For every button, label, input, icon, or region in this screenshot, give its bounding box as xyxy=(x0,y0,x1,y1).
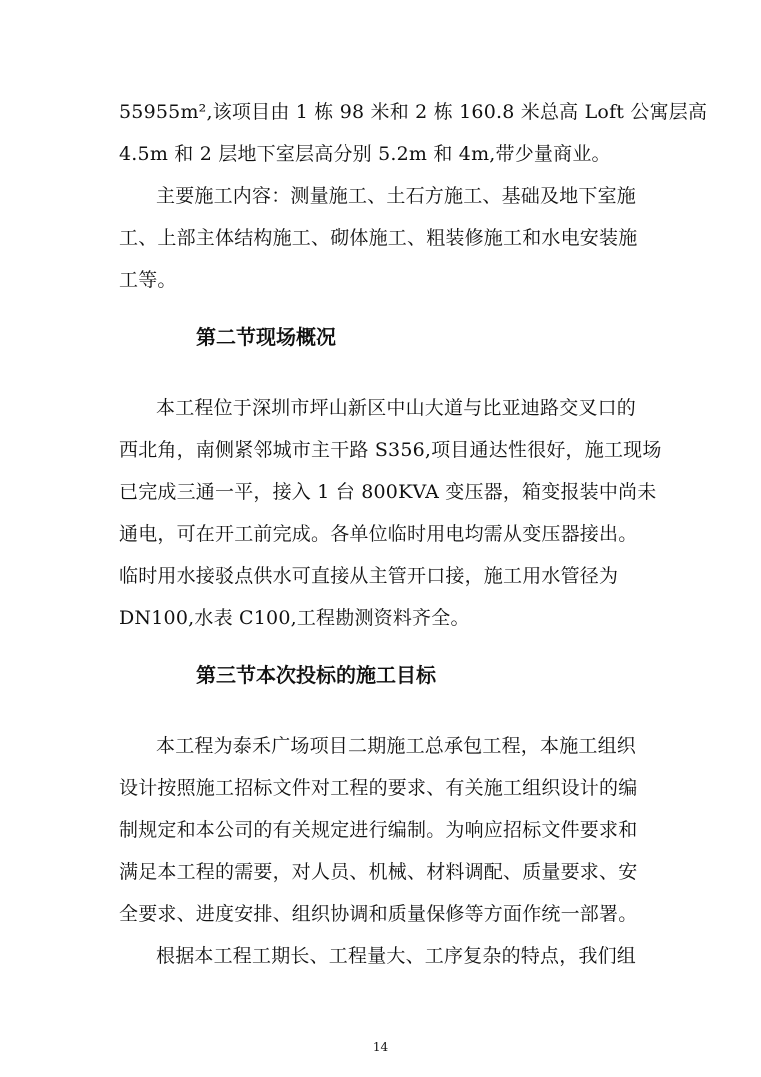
paragraph-line: 主要施工内容：测量施工、土石方施工、基础及地下室施 xyxy=(156,185,637,207)
paragraph-line: 全要求、进度安排、组织协调和质量保修等方面作统一部署。 xyxy=(119,903,638,925)
section-heading: 第二节现场概况 xyxy=(196,325,336,349)
section-heading: 第三节本次投标的施工目标 xyxy=(196,663,436,687)
paragraph-line: 通电，可在开工前完成。各单位临时用电均需从变压器接出。 xyxy=(119,523,638,545)
paragraph-line: 制规定和本公司的有关规定进行编制。为响应招标文件要求和 xyxy=(119,819,638,841)
paragraph-line: 本工程位于深圳市坪山新区中山大道与比亚迪路交叉口的 xyxy=(156,397,637,419)
paragraph-line: 设计按照施工招标文件对工程的要求、有关施工组织设计的编 xyxy=(119,777,638,799)
page-number: 14 xyxy=(372,1040,389,1054)
paragraph-line: DN100,水表 C100,工程勘测资料齐全。 xyxy=(119,607,470,629)
paragraph-line: 满足本工程的需要，对人员、机械、材料调配、质量要求、安 xyxy=(119,861,638,883)
paragraph-line: 根据本工程工期长、工程量大、工序复杂的特点，我们组 xyxy=(156,945,637,967)
paragraph-line: 本工程为泰禾广场项目二期施工总承包工程，本施工组织 xyxy=(156,735,637,757)
paragraph-line: 已完成三通一平，接入 1 台 800KVA 变压器，箱变报装中尚未 xyxy=(119,481,657,503)
paragraph-line: 4.5m 和 2 层地下室层高分别 5.2m 和 4m,带少量商业。 xyxy=(119,143,611,165)
paragraph-line: 西北角，南侧紧邻城市主干路 S356,项目通达性很好，施工现场 xyxy=(119,439,662,461)
paragraph-line: 55955m²,该项目由 1 栋 98 米和 2 栋 160.8 米总高 Loft 公寓层高 xyxy=(119,101,708,123)
paragraph-line: 工、上部主体结构施工、砌体施工、粗装修施工和水电安装施 xyxy=(119,227,638,249)
paragraph-line: 临时用水接驳点供水可直接从主管开口接，施工用水管径为 xyxy=(119,565,619,587)
paragraph-line: 工等。 xyxy=(119,269,177,291)
